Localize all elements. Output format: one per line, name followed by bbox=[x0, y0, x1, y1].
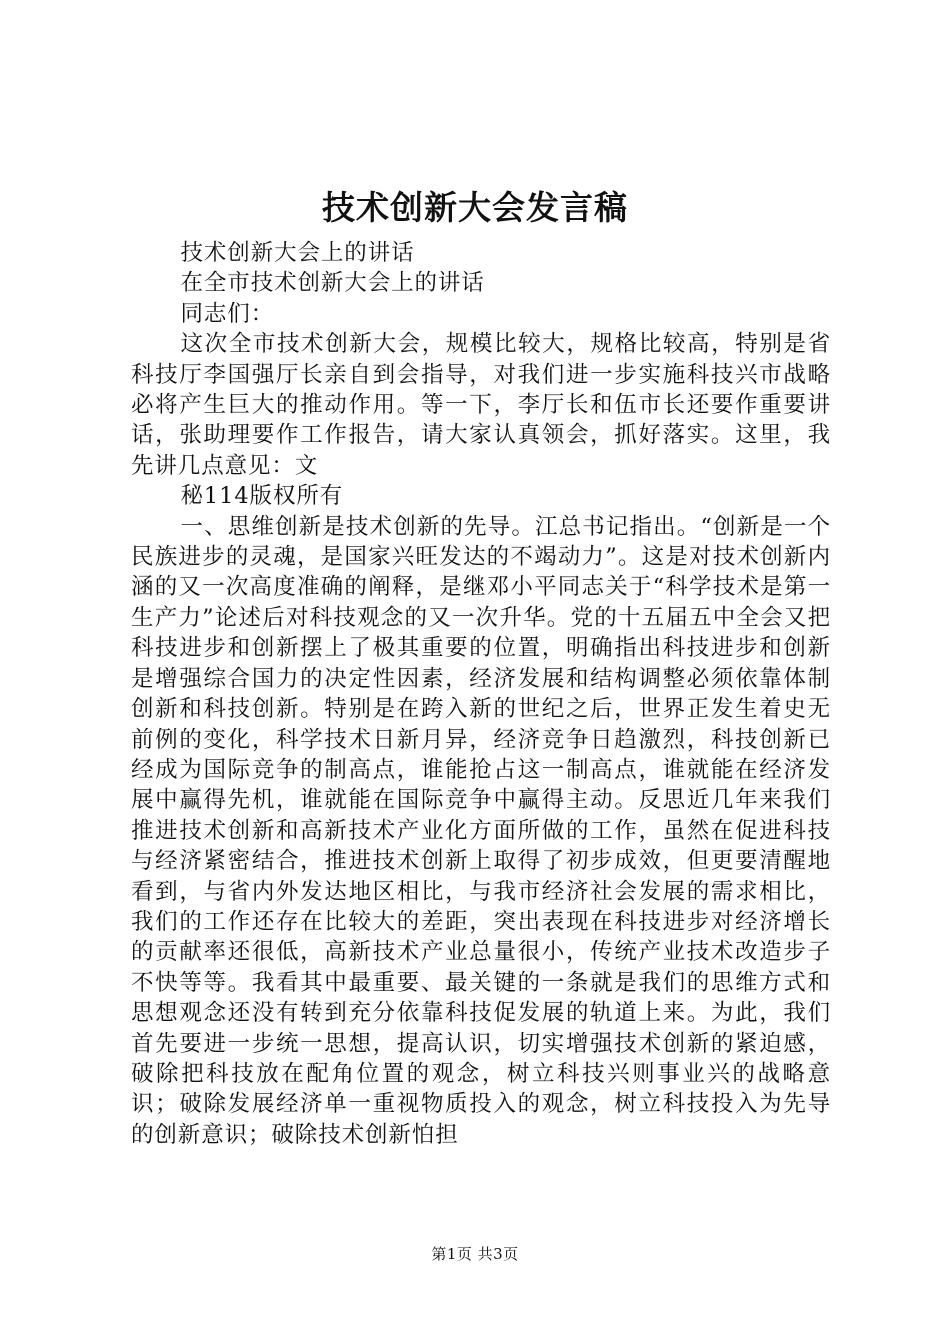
body-paragraph: 技术创新大会上的讲话 bbox=[180, 240, 415, 266]
body-paragraph: 在全市技术创新大会上的讲话 bbox=[180, 270, 485, 297]
body-paragraph: 秘114版权所有 bbox=[180, 483, 344, 510]
document-body bbox=[131, 238, 831, 1150]
page-footer: 第1页 共3页 bbox=[431, 1245, 519, 1263]
document-title: 技术创新大会发言稿 bbox=[322, 188, 628, 227]
body-paragraph: 这次全市技术创新大会，规模比较大，规格比较高，特别是省科技厅李国强厅长亲自到会指导，对我们进一步实施科技兴市战略必将产生巨大的推动作用。等一下，李厅长和伍市长还要作重要讲话，张助理要作工作报告，请大家认真领会，抓好落实。这里，我先讲几点意见：文 bbox=[131, 331, 831, 479]
body-paragraph: 同志们： bbox=[180, 300, 275, 327]
body-paragraph: 一、思维创新是技术创新的先导。江总书记指出。“创新是一个民族进步的灵魂，是国家兴旺发达的不竭动力”。这是对技术创新内涵的又一次高度准确的阐释，是继邓小平同志关于“科学技术是第一生产力”论述后对科技观念的又一次升华。党的十五届五中全会又把科技进步和创新摆上了极其重要的位置，明确指出科技进步和创新是增强综合国力的决定性因素，经济发展和结构调整必须依靠体制创新和科技创新。特别是在跨入新的世纪之后，世界正发生着史无前例的变化，科学技术日新月异，经济竞争日趋激烈，科技创新已经成为国际竞争的制高点，谁能抢占这一制高点，谁就能在经济发展中赢得先机，谁就能在国际竞争中赢得主动。反思近几年来我们推进技术创新和高新技术产业化方面所做的工作，虽然在促进科技与经济紧密结合，推进技术创新上取得了初步成效，但更要清醒地看到，与省内外发达地区相比，与我市经济社会发展的需求相比，我们的工作还存在比较大的差距，突出表现在科技进步对经济增长的贡献率还很低，高新技术产业总量很小，传统产业技术改造步子不快等等。我看其中最重要、最关键的一条就是我们的思维方式和思想观念还没有转到充分依靠科技促发展的轨道上来。为此，我们首先要进一步统一思想，提高认识，切实增强技术创新的紧迫感，破除把科技放在配角位置的观念，树立科技兴则事业兴的战略意识；破除发展经济单一重视物质投入的观念，树立科技投入为先导的创新意识；破除技术创新怕担 bbox=[131, 513, 831, 1148]
